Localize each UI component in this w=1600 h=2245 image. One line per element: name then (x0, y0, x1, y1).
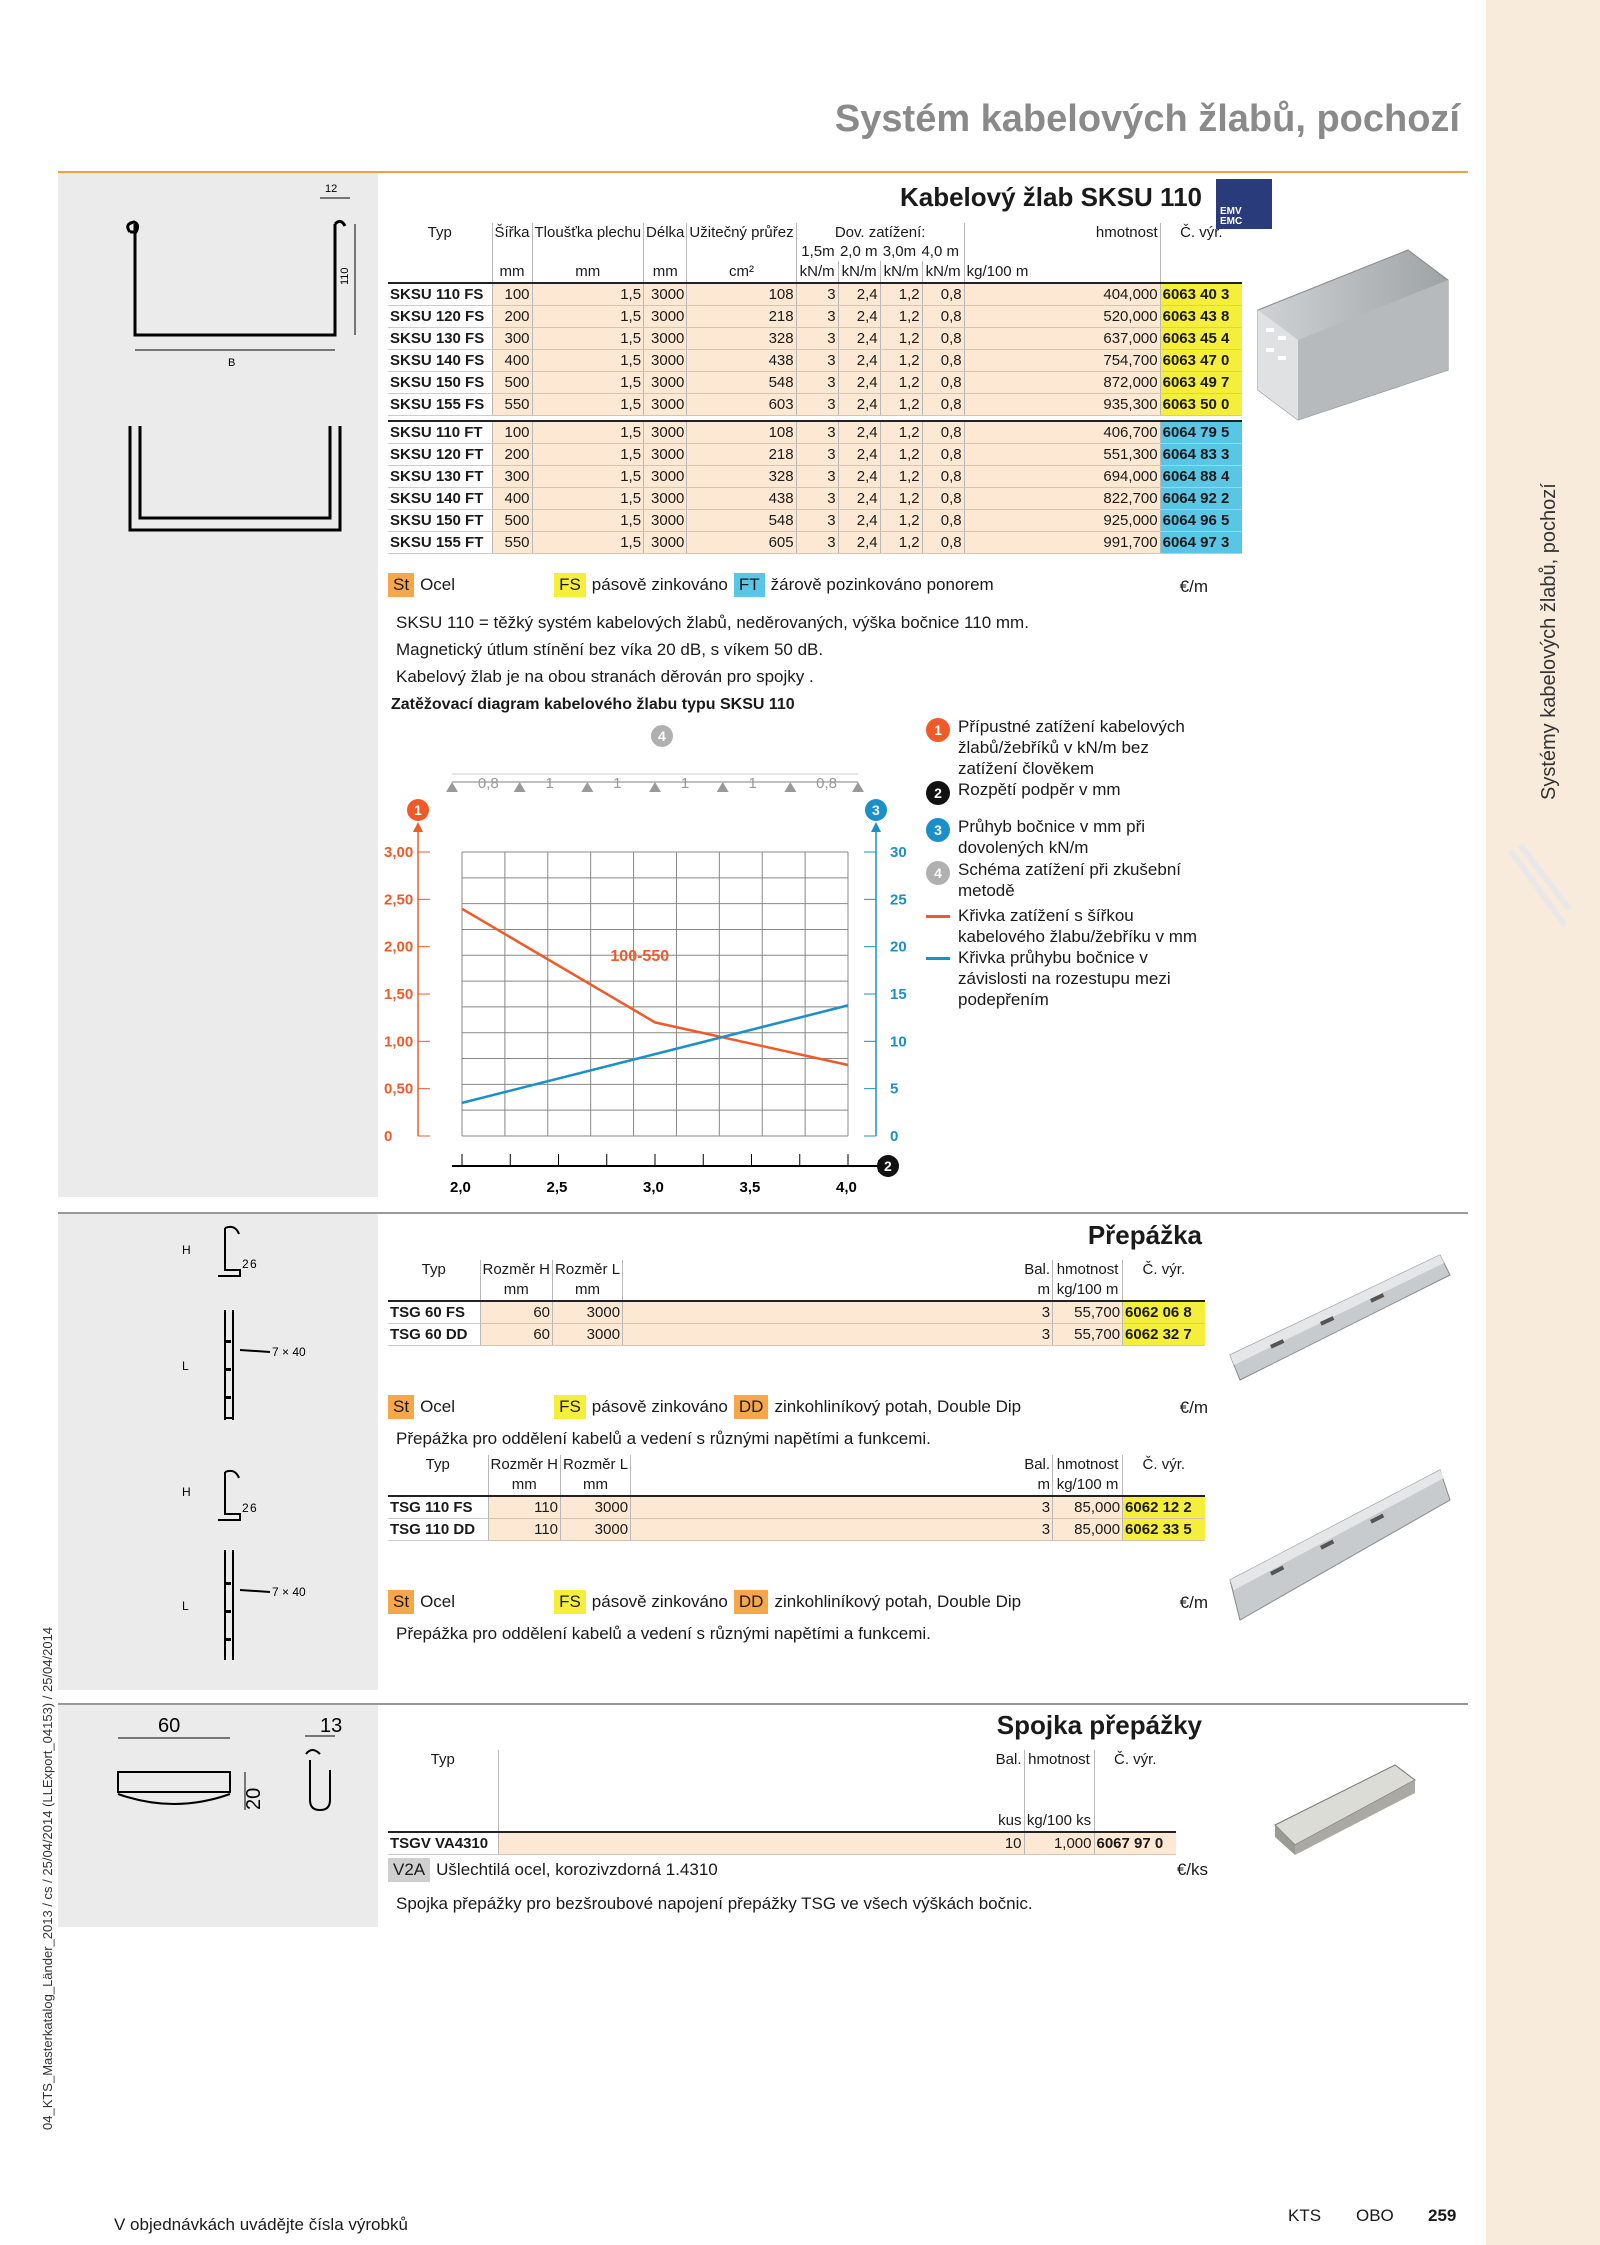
cell: 1,5 (532, 509, 644, 531)
cell: 200 (492, 305, 532, 327)
cell: 1,2 (880, 421, 922, 443)
product-id: TSG 110 DD (388, 1518, 488, 1540)
cell: 3 (623, 1301, 1053, 1323)
cell: 2,4 (838, 349, 880, 371)
cell: 1,5 (532, 371, 644, 393)
product-table-tsgv: Typ Bal. hmotnost Č. výr. kus kg/100 ks TSGV VA4310 10 1,000 6067 97 0 (388, 1750, 1176, 1855)
cell: 218 (687, 305, 796, 327)
cell: 3000 (644, 349, 687, 371)
cell: 2,4 (838, 421, 880, 443)
y-tick-label-left: 3,00 (384, 844, 414, 861)
cell: 0,8 (922, 305, 964, 327)
connector-drawing (100, 1710, 370, 1820)
order-number: 6063 45 4 (1160, 327, 1242, 349)
fs-rows (388, 283, 1242, 415)
product-id: SKSU 110 FS (388, 283, 492, 305)
series-line-0 (462, 909, 848, 1065)
marker-top-label: 4 (658, 728, 666, 744)
cell: 0,8 (922, 531, 964, 553)
marker-bottom-label: 2 (884, 1158, 892, 1174)
product-photo-partition-110 (1230, 1460, 1450, 1630)
product-table-tsg-110: Typ Rozměr H Rozměr L Bal. hmotnost Č. výr. mm mm m kg/100 m TSG 110 FS 110 3000 3 85,000 6062 12 2 TSG 110 DD 110 3000 3 85,000 6062 33 5 (388, 1455, 1205, 1541)
material-legend-v2a: V2A Ušlechtilá ocel, korozivzdorná 1.4310 (388, 1858, 718, 1882)
y-tick-label-left: 2,50 (384, 891, 414, 909)
cell: 60 (480, 1301, 553, 1323)
cell: 406,700 (964, 421, 1160, 443)
description: SKSU 110 = těžký systém kabelových žlabů, neděrovaných, výška bočnice 110 mm. Magnetický útlum stínění bez víka 20 dB, s víkem 50 dB. Kabelový žlab je na obou stranách děrován pro spojky . (396, 613, 1029, 686)
cell: 1,5 (532, 283, 644, 305)
product-id: SKSU 120 FS (388, 305, 492, 327)
cell: 1,2 (880, 509, 922, 531)
cell: 3000 (644, 465, 687, 487)
cell: 85,000 (1053, 1496, 1123, 1518)
cell: 0,8 (922, 349, 964, 371)
product-id: SKSU 130 FS (388, 327, 492, 349)
table-row (388, 465, 1242, 487)
order-number: 6062 33 5 (1123, 1518, 1205, 1540)
dim-side: 110 (339, 267, 351, 285)
cell: 1,5 (532, 465, 644, 487)
cell: 500 (492, 509, 532, 531)
dim-top: 12 (325, 183, 338, 195)
cell: 3 (796, 305, 838, 327)
holes-label: 7 × 40 (272, 1345, 306, 1359)
y-axis-right-arrow (871, 822, 881, 832)
cell: 108 (687, 421, 796, 443)
cell: 3 (796, 421, 838, 443)
load-scheme-label: 1 (748, 775, 757, 792)
product-id: SKSU 150 FT (388, 509, 492, 531)
cell: 3000 (644, 531, 687, 553)
load-support (784, 782, 796, 792)
cell: 0,8 (922, 393, 964, 415)
order-number: 6063 50 0 (1160, 393, 1242, 415)
cell: 605 (687, 531, 796, 553)
cell: 3000 (644, 393, 687, 415)
side-section-label: Systémy kabelových žlabů, pochozí (1538, 483, 1560, 800)
y-tick-label-left: 1,50 (384, 986, 414, 1003)
table-row (388, 443, 1242, 465)
product-table-tsg-60: Typ Rozměr H Rozměr L Bal. hmotnost Č. výr. mm mm m kg/100 m TSG 60 FS 60 3000 3 55,700 6062 06 8 TSG 60 DD 60 3000 3 55,700 6062 32 7 (388, 1260, 1205, 1346)
cell: 0,8 (922, 443, 964, 465)
load-scheme-label: 0,8 (477, 775, 499, 792)
cell: 991,700 (964, 531, 1160, 553)
cell: 3 (796, 509, 838, 531)
table-row (388, 509, 1242, 531)
product-id: SKSU 150 FS (388, 371, 492, 393)
series-line-1 (462, 1005, 848, 1103)
table-row (388, 327, 1242, 349)
order-number: 6063 40 3 (1160, 283, 1242, 305)
table-row (388, 1518, 1205, 1540)
cell: 2,4 (838, 509, 880, 531)
load-scheme-label: 0,8 (816, 775, 838, 792)
product-id: SKSU 140 FS (388, 349, 492, 371)
cell: 3000 (644, 487, 687, 509)
marker-left-label: 1 (414, 802, 422, 818)
table-row (388, 283, 1242, 305)
cell: 55,700 (1053, 1323, 1123, 1345)
cell: 520,000 (964, 305, 1160, 327)
ft-rows (388, 421, 1242, 553)
dim-height: 20 (243, 1787, 265, 1810)
legend-text: Přípustné zatížení kabelových žlabů/žebříků v kN/m bez zatížení člověkem (958, 717, 1185, 778)
table-row (388, 371, 1242, 393)
cell: 548 (687, 509, 796, 531)
cell: 3 (796, 371, 838, 393)
cell: 935,300 (964, 393, 1160, 415)
cell: 925,000 (964, 509, 1160, 531)
cell: 1,2 (880, 443, 922, 465)
cell: 3 (796, 487, 838, 509)
legend-text: Rozpětí podpěr v mm (958, 780, 1121, 799)
cell: 2,4 (838, 443, 880, 465)
y-tick-label-right: 15 (890, 986, 907, 1003)
material-legend-tsg-110: St Ocel FS pásově zinkováno DD zinkohliníkový potah, Double Dip (388, 1590, 1021, 1614)
y-tick-label-right: 10 (890, 1033, 907, 1051)
cell: 2,4 (838, 283, 880, 305)
chart-title: Zatěžovací diagram kabelového žlabu typu SKSU 110 (391, 696, 795, 713)
order-number: 6063 49 7 (1160, 371, 1242, 393)
legend-text: Křivka zatížení s šířkou kabelového žlabu/žebříku v mm (958, 906, 1198, 946)
order-number: 6064 83 3 (1160, 443, 1242, 465)
cell: 3000 (561, 1518, 631, 1540)
product-id: SKSU 130 FT (388, 465, 492, 487)
cell: 328 (687, 465, 796, 487)
cell: 1,2 (880, 305, 922, 327)
dim-l-2: L (182, 1599, 189, 1613)
cell: 110 (488, 1496, 561, 1518)
cell: 3 (623, 1323, 1053, 1345)
y-tick-label-right: 20 (890, 938, 907, 956)
dim-thick: 2 (242, 1257, 249, 1271)
cell: 3000 (553, 1323, 623, 1345)
order-number: 6062 32 7 (1123, 1323, 1205, 1345)
y-tick-label-right: 5 (890, 1080, 899, 1098)
cell: 1,5 (532, 443, 644, 465)
legend-line-red (926, 915, 950, 918)
x-tick-label: 3,5 (739, 1179, 761, 1196)
order-number: 6063 47 0 (1160, 349, 1242, 371)
cell: 3 (631, 1518, 1053, 1540)
product-table-sksu: Typ Šířka Tloušťka plechu Délka Užitečný průřez Dov. zatížení: 1,5m 2,0 m 3,0m 4,0 m hmotnost Č. výr. mm mm mm cm² kN/m kN/m kN/m kN/m kg/100 m SKSU 110 FS 100 1,5 3000 108 3 2,4 1,2 0,8 404,000 6063 40 3 SKSU 120 FS 200 1,5 3000 218 3 2,4 1,2 0,8 520,000 6063 43 8 SKSU 130 FS 300 1,5 3000 328 3 2,4 1,2 0,8 637,000 6063 45 4 SKSU 140 FS 400 1,5 3000 438 3 2,4 1,2 0,8 754,700 6063 47 0 SKSU 150 FS 500 1,5 3000 548 3 2,4 1,2 0,8 872,000 6063 49 7 SKSU 155 FS 550 1,5 3000 603 3 2,4 1,2 0,8 935,300 6063 50 0 SKSU 110 FT 100 1,5 3000 108 3 2,4 1,2 0,8 406,700 6064 79 5 SKSU 120 FT 200 1,5 3000 218 3 2,4 1,2 0,8 551,300 6064 83 3 SKSU 130 FT 300 1,5 3000 328 3 2,4 1,2 0,8 694,000 6064 88 4 SKSU 140 FT 400 1,5 3000 438 3 2,4 1,2 0,8 822,700 6064 92 2 SKSU 150 FT 500 1,5 3000 548 3 2,4 1,2 0,8 925,000 6064 96 5 SKSU 155 FT 550 1,5 3000 605 3 2,4 1,2 0,8 991,700 6064 97 3 (388, 223, 1242, 554)
section-title: Spojka přepážky (996, 1710, 1202, 1740)
legend-text: Schéma zatížení při zkušební metodě (958, 860, 1182, 900)
cell: 3000 (644, 327, 687, 349)
description: Přepážka pro oddělení kabelů a vedení s různými napětími a funkcemi. (396, 1624, 931, 1643)
cell: 0,8 (922, 283, 964, 305)
table-row (388, 393, 1242, 415)
product-id: SKSU 110 FT (388, 421, 492, 443)
cell: 3000 (561, 1496, 631, 1518)
section-title: Přepážka (1087, 1220, 1202, 1250)
table-row (388, 1323, 1205, 1345)
cell: 1,5 (532, 393, 644, 415)
table-row (388, 1301, 1205, 1323)
cell: 3000 (644, 443, 687, 465)
y-tick-label-right: 0 (890, 1128, 899, 1145)
cell: 3000 (644, 509, 687, 531)
order-number: 6064 88 4 (1160, 465, 1242, 487)
profile-drawing (110, 180, 360, 560)
cell: 3 (796, 327, 838, 349)
legend-marker-2: 2 (926, 781, 950, 805)
cell: 1,5 (532, 305, 644, 327)
product-id: TSGV VA4310 (388, 1832, 498, 1854)
cell: 2,4 (838, 305, 880, 327)
cell: 754,700 (964, 349, 1160, 371)
cell: 1,5 (532, 487, 644, 509)
cell: 550 (492, 531, 532, 553)
order-number: 6064 79 5 (1160, 421, 1242, 443)
cell: 603 (687, 393, 796, 415)
load-scheme-label: 1 (545, 775, 554, 792)
price-unit: €/ks (1176, 1860, 1208, 1879)
decorative-stripes (1510, 840, 1570, 930)
cell: 3 (796, 393, 838, 415)
product-id: TSG 60 FS (388, 1301, 480, 1323)
dim-h-2: H (182, 1485, 191, 1499)
cell: 200 (492, 443, 532, 465)
cell: 2,4 (838, 465, 880, 487)
dim-h: H (182, 1243, 191, 1257)
order-number: 6062 12 2 (1123, 1496, 1205, 1518)
order-number: 6062 06 8 (1123, 1301, 1205, 1323)
load-scheme-label: 1 (680, 775, 690, 792)
cell: 400 (492, 487, 532, 509)
table-row (388, 421, 1242, 443)
product-id: SKSU 155 FT (388, 531, 492, 553)
cell: 404,000 (964, 283, 1160, 305)
cell: 3000 (644, 371, 687, 393)
cell: 0,8 (922, 327, 964, 349)
order-number: 6067 97 0 (1094, 1832, 1176, 1854)
legend-marker-1: 1 (926, 718, 950, 742)
product-id: SKSU 120 FT (388, 443, 492, 465)
cell: 1,2 (880, 393, 922, 415)
dim-bottom: B (228, 357, 236, 369)
load-support (446, 782, 458, 792)
cell: 3000 (644, 305, 687, 327)
order-number: 6064 92 2 (1160, 487, 1242, 509)
cell: 1,5 (532, 349, 644, 371)
load-chart (384, 722, 908, 1206)
cell: 300 (492, 327, 532, 349)
cell: 2,4 (838, 487, 880, 509)
cell: 3000 (553, 1301, 623, 1323)
x-tick-label: 4,0 (836, 1179, 857, 1196)
product-id: TSG 110 FS (388, 1496, 488, 1518)
table-row (388, 349, 1242, 371)
product-id: SKSU 155 FS (388, 393, 492, 415)
cell: 0,8 (922, 509, 964, 531)
cell: 108 (687, 283, 796, 305)
product-photo-partition (1230, 1245, 1450, 1395)
x-tick-label: 2,5 (546, 1179, 568, 1196)
price-unit: €/m (1179, 577, 1208, 596)
product-photo-tray (1248, 250, 1448, 420)
load-support (852, 782, 864, 792)
right-margin-band (1486, 0, 1600, 2245)
cell: 60 (480, 1323, 553, 1345)
marker-right-label: 3 (872, 802, 880, 818)
cell: 637,000 (964, 327, 1160, 349)
cell: 0,8 (922, 371, 964, 393)
cell: 2,4 (838, 327, 880, 349)
table-row (388, 305, 1242, 327)
cell: 2,4 (838, 531, 880, 553)
cell: 551,300 (964, 443, 1160, 465)
load-support (717, 782, 729, 792)
x-tick-label: 2,0 (450, 1179, 471, 1196)
cell: 1,5 (532, 421, 644, 443)
cell: 1,2 (880, 327, 922, 349)
cell: 55,700 (1053, 1301, 1123, 1323)
series-label: 100-550 (610, 947, 670, 965)
cell: 3 (796, 349, 838, 371)
cell: 300 (492, 465, 532, 487)
cell: 438 (687, 487, 796, 509)
print-metadata: 04_KTS_Masterkatalog_Länder_2013 / cs / 25/04/2014 (LLExport_04153) / 25/04/2014 (40, 1626, 55, 2130)
partition-drawing (170, 1220, 340, 1680)
table-row (388, 531, 1242, 553)
price-unit: €/m (1179, 1398, 1208, 1417)
legend-line-blue (926, 957, 950, 960)
material-legend: St Ocel FS pásově zinkováno FT žárově pozinkováno ponorem (388, 573, 994, 597)
y-tick-label-right: 30 (890, 844, 907, 861)
dim-thick-sub: 6 (250, 1257, 257, 1271)
cell: 0,8 (922, 487, 964, 509)
cell: 550 (492, 393, 532, 415)
cell: 3 (631, 1496, 1053, 1518)
cell: 3 (796, 465, 838, 487)
holes-label-2: 7 × 40 (272, 1585, 306, 1599)
cell: 85,000 (1053, 1518, 1123, 1540)
cell: 872,000 (964, 371, 1160, 393)
cell: 1,5 (532, 531, 644, 553)
cell: 3 (796, 531, 838, 553)
cell: 1,2 (880, 465, 922, 487)
cell: 438 (687, 349, 796, 371)
load-support (514, 782, 526, 792)
cell: 694,000 (964, 465, 1160, 487)
y-axis-left-arrow (413, 822, 423, 832)
cell: 548 (687, 371, 796, 393)
dim-l: L (182, 1359, 189, 1373)
y-tick-label-left: 0,50 (384, 1080, 414, 1098)
table-row (388, 1496, 1205, 1518)
cell: 218 (687, 443, 796, 465)
x-tick-label: 3,0 (643, 1179, 664, 1196)
y-tick-label-left: 1,00 (384, 1033, 414, 1051)
cell: 328 (687, 327, 796, 349)
legend-text: Křivka průhybu bočnice v závislosti na rozestupu mezi podepřením (958, 948, 1171, 1009)
cell: 1,2 (880, 487, 922, 509)
product-id: SKSU 140 FT (388, 487, 492, 509)
legend-text: Průhyb bočnice v mm při dovolených kN/m (958, 817, 1146, 857)
cell: 3000 (644, 421, 687, 443)
legend-marker-3: 3 (926, 818, 950, 842)
description: Přepážka pro oddělení kabelů a vedení s různými napětími a funkcemi. (396, 1429, 931, 1448)
cell: 1,5 (532, 327, 644, 349)
cell: 2,4 (838, 371, 880, 393)
cell: 400 (492, 349, 532, 371)
footer-note: V objednávkách uvádějte čísla výrobků (114, 2215, 408, 2234)
dim-width: 60 (158, 1715, 181, 1737)
dim-thick-sub-2: 6 (250, 1501, 257, 1515)
emv-badge: EMV EMC (1216, 179, 1272, 229)
cell: 100 (492, 421, 532, 443)
material-legend-tsg: St Ocel FS pásově zinkováno DD zinkohliníkový potah, Double Dip (388, 1395, 1021, 1419)
order-number: 6064 97 3 (1160, 531, 1242, 553)
cell: 0,8 (922, 465, 964, 487)
cell: 1,2 (880, 349, 922, 371)
load-scheme-label: 1 (613, 775, 622, 792)
cell: 2,4 (838, 393, 880, 415)
page-title: Systém kabelových žlabů, pochozí (834, 98, 1460, 140)
order-number: 6064 96 5 (1160, 509, 1242, 531)
description: Spojka přepážky pro bezšroubové napojení přepážky TSG ve všech výškách bočnic. (396, 1894, 1033, 1913)
cell: 822,700 (964, 487, 1160, 509)
footer-obo: OBO (1356, 2206, 1394, 2225)
price-unit: €/m (1179, 1593, 1208, 1612)
footer-kts: KTS (1288, 2206, 1322, 2225)
cell: 1,2 (880, 371, 922, 393)
table-row (388, 487, 1242, 509)
cell: 500 (492, 371, 532, 393)
cell: 110 (488, 1518, 561, 1540)
cell: 3000 (644, 283, 687, 305)
legend-marker-4: 4 (926, 861, 950, 885)
product-photo-connector (1265, 1755, 1425, 1865)
cell: 3 (796, 443, 838, 465)
y-tick-label-left: 0 (384, 1128, 393, 1145)
cell: 1,2 (880, 283, 922, 305)
page-number: 259 (1428, 2206, 1457, 2225)
cell: 1,2 (880, 531, 922, 553)
load-support (649, 782, 661, 792)
y-tick-label-right: 25 (890, 891, 907, 909)
dim-thick: 13 (320, 1715, 343, 1737)
y-tick-label-left: 2,00 (384, 938, 414, 956)
cell: 3 (796, 283, 838, 305)
dim-thick-2: 2 (242, 1501, 249, 1515)
cell: 100 (492, 283, 532, 305)
section-title: Kabelový žlab SKSU 110 (899, 182, 1202, 212)
order-number: 6063 43 8 (1160, 305, 1242, 327)
load-support (581, 782, 593, 792)
product-id: TSG 60 DD (388, 1323, 480, 1345)
cell: 0,8 (922, 421, 964, 443)
